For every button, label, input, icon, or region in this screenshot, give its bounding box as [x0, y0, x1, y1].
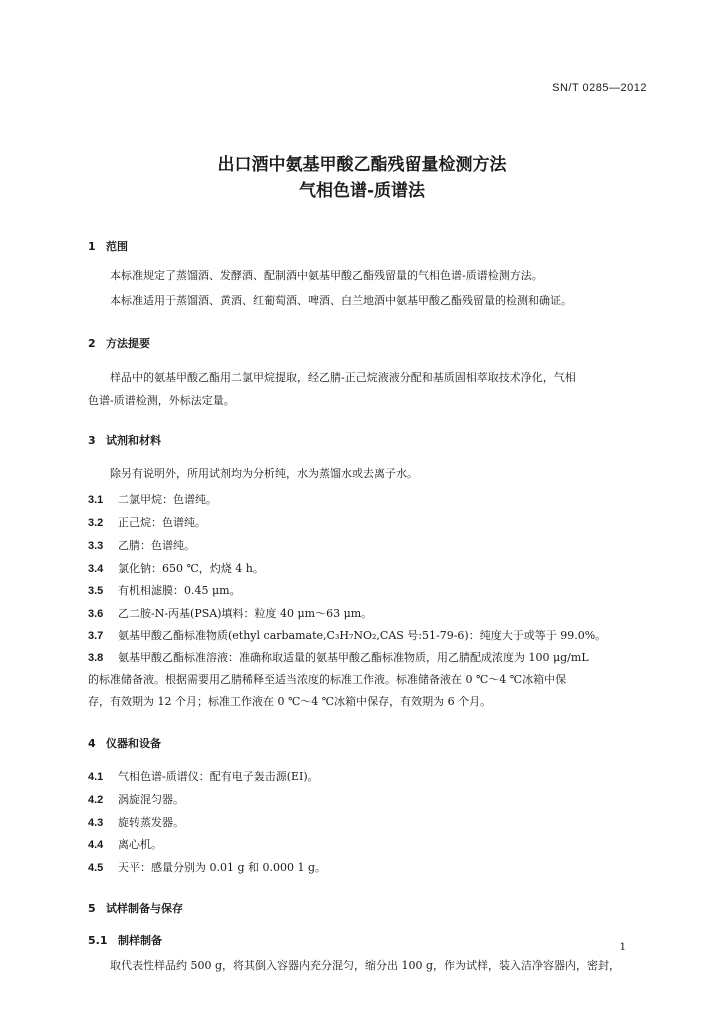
list-item-3-8-line-2: 的标准储备液。根据需要用乙腈稀释至适当浓度的标准工作液。标准储备液在 0 ℃～4 ℃冰箱中保	[88, 673, 567, 686]
list-item: 3.5 有机相滤膜：0.45 μm。	[88, 584, 241, 597]
document-title: 出口酒中氨基甲酸乙酯残留量检测方法	[217, 155, 507, 175]
list-item: 3.1 二氯甲烷：色谱纯。	[88, 493, 217, 506]
page-number: 1	[619, 942, 626, 953]
list-item: 3.4 氯化钠：650 ℃，灼烧 4 h。	[88, 562, 264, 575]
section-2-heading	[88, 335, 150, 351]
section-title: 方法提要	[106, 337, 150, 350]
section-title: 范围	[106, 240, 128, 253]
list-item: 3.7 氨基甲酸乙酯标准物质(ethyl carbamate,C₃H₇NO₂,CAS 号:51-79-6)：纯度大于或等于 99.0%。	[88, 629, 607, 642]
section-number: 1	[88, 240, 96, 253]
section-number: 5	[88, 902, 96, 915]
list-item: 3.3 乙腈：色谱纯。	[88, 539, 195, 552]
section-title: 试样制备与保存	[106, 902, 183, 915]
section-4-heading	[88, 735, 161, 751]
section-3-heading	[88, 432, 161, 448]
list-item: 4.3 旋转蒸发器。	[88, 816, 184, 829]
section-2-paragraph-line-2: 色谱-质谱检测，外标法定量。	[88, 394, 235, 407]
list-item-3-8: 3.8 氨基甲酸乙酯标准溶液：准确称取适量的氨基甲酸乙酯标准物质，用乙腈配成浓度为 100 μg/mL	[88, 651, 589, 664]
list-item: 4.4 离心机。	[88, 838, 162, 851]
subsection-title: 制样制备	[118, 934, 162, 947]
section-5-1-paragraph: 取代表性样品约 500 g，将其倒入容器内充分混匀，缩分出 100 g，作为试样，装入洁净容器内，密封，	[110, 959, 621, 972]
section-1-heading	[88, 238, 128, 254]
section-title: 试剂和材料	[106, 434, 161, 447]
subsection-5-1-heading	[88, 932, 162, 948]
list-item-3-8-line-3: 存，有效期为 12 个月；标准工作液在 0 ℃～4 ℃冰箱中保存，有效期为 6 个月。	[88, 695, 492, 708]
list-item: 4.5 天平：感量分别为 0.01 g 和 0.000 1 g。	[88, 861, 327, 874]
list-item: 4.1 气相色谱-质谱仪：配有电子轰击源(EI)。	[88, 770, 319, 783]
section-1-paragraph-1: 本标准规定了蒸馏酒、发酵酒、配制酒中氨基甲酸乙酯残留量的气相色谱-质谱检测方法。	[110, 269, 543, 282]
section-title: 仪器和设备	[106, 737, 161, 750]
section-1-paragraph-2: 本标准适用于蒸馏酒、黄酒、红葡萄酒、啤酒、白兰地酒中氨基甲酸乙酯残留量的检测和确证。	[110, 294, 572, 307]
document-subtitle: 气相色谱-质谱法	[298, 181, 426, 201]
section-number: 3	[88, 434, 96, 447]
subsection-number: 5.1	[88, 934, 108, 947]
list-item: 3.6 乙二胺-N-丙基(PSA)填料：粒度 40 μm～63 μm。	[88, 607, 373, 620]
section-number: 4	[88, 737, 96, 750]
list-item: 4.2 涡旋混匀器。	[88, 793, 184, 806]
section-3-intro: 除另有说明外，所用试剂均为分析纯，水为蒸馏水或去离子水。	[110, 467, 418, 480]
section-number: 2	[88, 337, 96, 350]
list-item: 3.2 正己烷：色谱纯。	[88, 516, 206, 529]
section-2-paragraph-line-1: 样品中的氨基甲酸乙酯用二氯甲烷提取，经乙腈-正己烷液液分配和基质固相萃取技术净化，气相	[110, 371, 576, 384]
standard-code: SN/T 0285—2012	[552, 82, 647, 94]
section-5-heading	[88, 900, 183, 916]
